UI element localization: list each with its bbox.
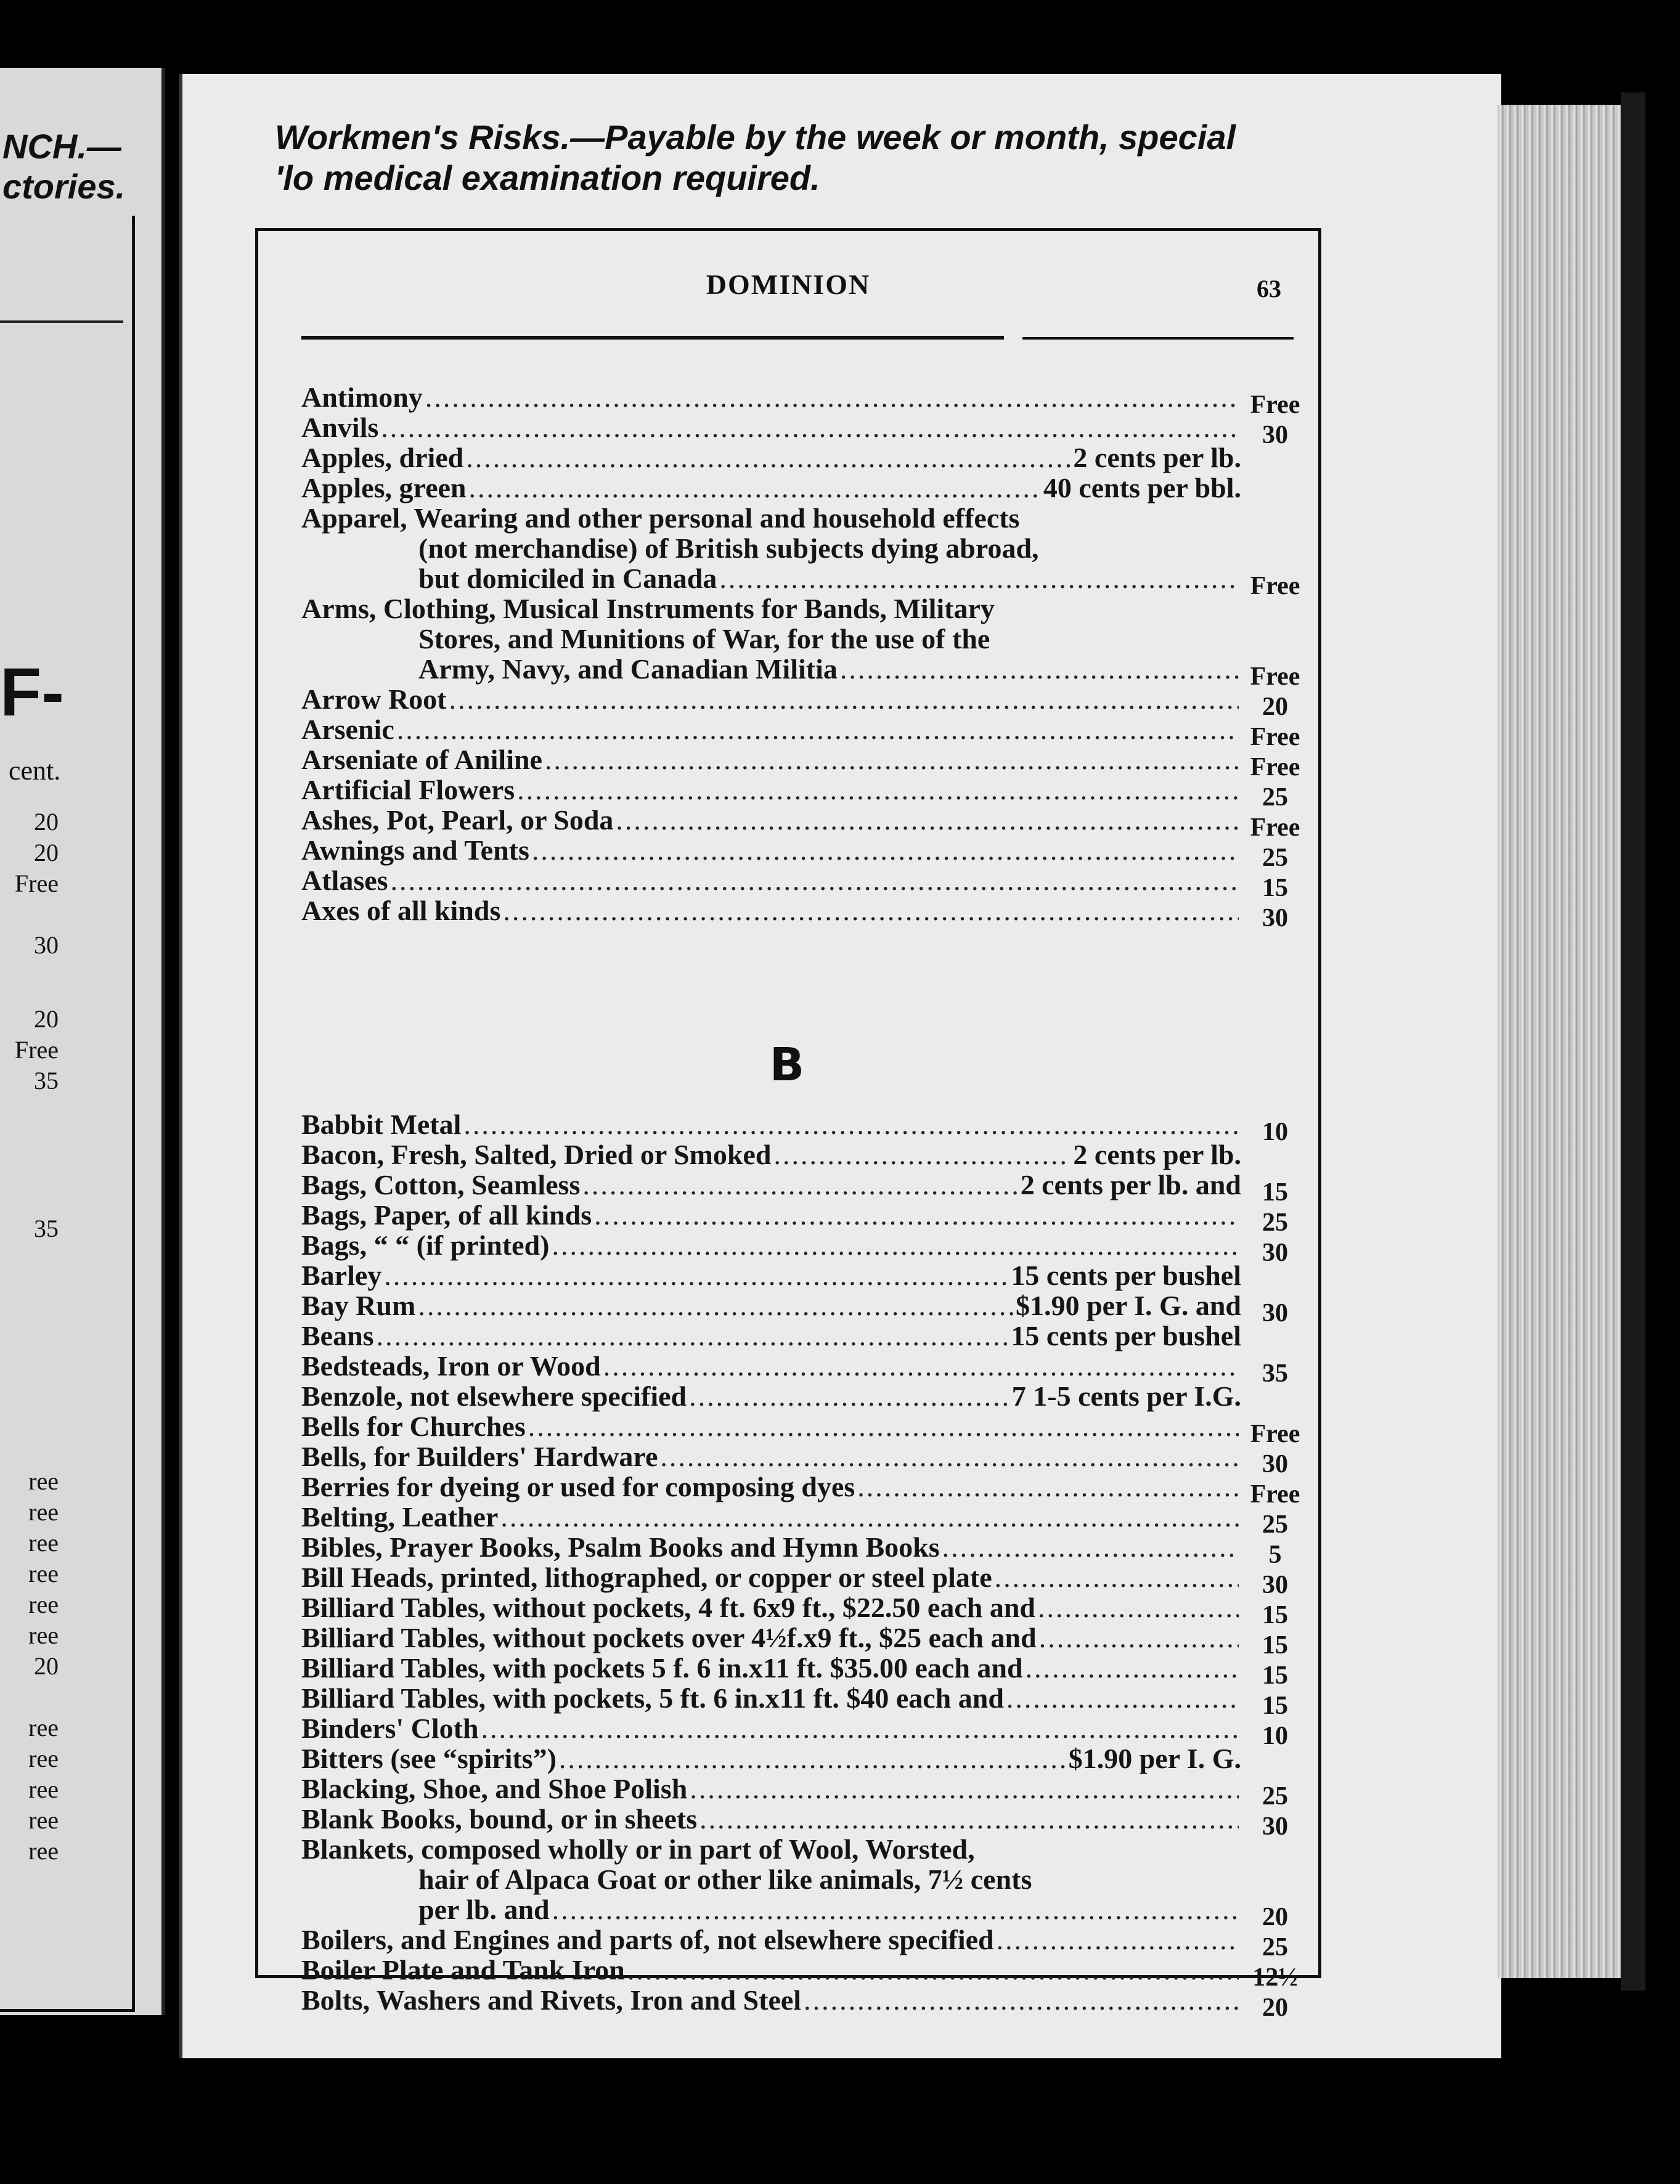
- specific-duty: 2 cents per lb.: [1073, 442, 1241, 473]
- ad-valorem-duty: 30: [1262, 1450, 1288, 1478]
- specific-duty: 2 cents per lb.: [1073, 1139, 1241, 1170]
- dot-leader: [552, 1894, 1239, 1925]
- tariff-row: [301, 1954, 1298, 1992]
- item-name: Boilers, and Engines and parts of, not elsewhere specified: [301, 1924, 994, 1955]
- item-name-continuation: hair of Alpaca Goat or other like animals, 7½ cents: [418, 1864, 1032, 1895]
- tariff-row-continuation: [418, 653, 1300, 691]
- ad-valorem-duty: 30: [1262, 1239, 1288, 1267]
- left-header-line-2: ctories.: [2, 167, 126, 206]
- left-value: ree: [28, 1837, 59, 1865]
- dot-leader: [719, 563, 1239, 594]
- left-value: ree: [28, 1498, 59, 1526]
- dot-leader: [466, 442, 1070, 473]
- specific-duty: 15 cents per bushel: [1011, 1320, 1241, 1351]
- tariff-row: [301, 1381, 1241, 1412]
- dot-leader: [1038, 1592, 1239, 1623]
- dot-leader: [500, 1502, 1239, 1533]
- left-value: ree: [28, 1560, 59, 1587]
- ad-valorem-duty: Free: [1250, 1420, 1300, 1448]
- dot-leader: [840, 654, 1239, 685]
- dot-leader: [559, 1743, 1066, 1774]
- ad-valorem-duty: 30: [1262, 421, 1288, 449]
- tariff-row: [301, 503, 1241, 534]
- dot-leader: [463, 1109, 1239, 1140]
- tariff-row: [301, 1531, 1282, 1569]
- banner-line-2: 'lo medical examination required.: [275, 158, 820, 197]
- specific-duty: 40 cents per bbl.: [1043, 472, 1241, 503]
- dot-leader: [603, 1351, 1239, 1382]
- tariff-row: [301, 1169, 1288, 1207]
- item-name-continuation: but domiciled in Canada: [418, 563, 717, 594]
- item-name: Blankets, composed wholly or in part of Wool, Worsted,: [301, 1833, 975, 1865]
- dot-leader: [857, 1472, 1239, 1502]
- advert-banner: [275, 117, 1483, 198]
- tariff-row: [301, 865, 1288, 902]
- dot-leader: [384, 1260, 1008, 1291]
- left-value: ree: [28, 1591, 59, 1618]
- ad-valorem-duty: 15: [1262, 1692, 1288, 1720]
- ad-valorem-duty: 25: [1262, 1208, 1288, 1237]
- item-name: Beans: [301, 1320, 374, 1351]
- tariff-row: [301, 1411, 1300, 1448]
- banner-line-1: Workmen's Risks.—Payable by the week or month, special: [275, 118, 1236, 157]
- dot-leader: [997, 1925, 1239, 1955]
- item-name: Bells for Churches: [301, 1411, 526, 1442]
- left-value: ree: [28, 1775, 59, 1803]
- item-name-continuation: (not merchandise) of British subjects dying abroad,: [418, 532, 1039, 564]
- tariff-row: [301, 1773, 1288, 1811]
- section-letter-b: B: [769, 1038, 807, 1091]
- tariff-row: [301, 1199, 1288, 1237]
- dot-leader: [391, 865, 1239, 896]
- left-value: 30: [34, 931, 59, 959]
- tariff-row: [301, 1713, 1288, 1750]
- left-value: 20: [34, 808, 59, 836]
- ad-valorem-duty: 15: [1262, 1661, 1288, 1690]
- dot-leader: [532, 835, 1239, 866]
- left-page-rule: [0, 320, 123, 323]
- dot-leader: [528, 1411, 1239, 1442]
- dot-leader: [449, 684, 1239, 715]
- item-name: Binders' Cloth: [301, 1713, 479, 1744]
- item-name: Awnings and Tents: [301, 834, 529, 866]
- dot-leader: [381, 412, 1239, 443]
- item-name: Billiard Tables, without pockets, 4 ft. 6x9 ft., $22.50 each and: [301, 1592, 1035, 1623]
- ad-valorem-duty: 25: [1262, 844, 1288, 872]
- dot-leader: [995, 1562, 1239, 1593]
- item-name: Billiard Tables, with pockets, 5 ft. 6 in.x11 ft. $40 each and: [301, 1682, 1004, 1714]
- book-page: [179, 74, 1501, 2058]
- previous-page-fragment: [0, 68, 165, 2015]
- tariff-row: [301, 744, 1300, 781]
- dot-leader: [377, 1321, 1009, 1351]
- tariff-row: [301, 1471, 1300, 1509]
- ad-valorem-duty: 30: [1262, 904, 1288, 932]
- item-name: Arms, Clothing, Musical Instruments for Bands, Military: [301, 593, 995, 624]
- tariff-entries: [258, 231, 1318, 2022]
- dot-leader: [481, 1713, 1239, 1744]
- dot-leader: [552, 1230, 1239, 1261]
- tariff-row: [301, 1229, 1288, 1267]
- dot-leader: [397, 714, 1239, 745]
- left-value: ree: [28, 1714, 59, 1742]
- left-page-frame: [0, 216, 135, 2012]
- ad-valorem-duty: 35: [1262, 1359, 1288, 1388]
- ad-valorem-duty: 25: [1262, 783, 1288, 812]
- dot-leader: [418, 1290, 1013, 1321]
- left-section-letter: F-: [0, 654, 64, 730]
- specific-duty: 15 cents per bushel: [1011, 1260, 1241, 1291]
- left-value: Free: [14, 870, 59, 897]
- page-edges: [1498, 105, 1621, 1978]
- page-number: 63: [1257, 275, 1281, 303]
- tariff-row-continuation: [418, 1864, 1241, 1895]
- item-name: Babbit Metal: [301, 1109, 462, 1140]
- item-name: Benzole, not elsewhere specified: [301, 1380, 687, 1412]
- specific-duty: 2 cents per lb. and: [1020, 1169, 1241, 1200]
- specific-duty: 7 1-5 cents per I.G.: [1011, 1380, 1241, 1412]
- tariff-row: [301, 1743, 1241, 1774]
- left-value: ree: [28, 1467, 59, 1495]
- tariff-row: [301, 412, 1288, 449]
- ad-valorem-duty: Free: [1250, 813, 1300, 842]
- tariff-row: [301, 442, 1241, 473]
- left-value: 35: [34, 1067, 59, 1094]
- tariff-row: [301, 1652, 1288, 1690]
- left-value: ree: [28, 1806, 59, 1834]
- tariff-row: [301, 473, 1241, 503]
- ad-valorem-duty: 12½: [1252, 1963, 1298, 1992]
- page-title: DOMINION: [706, 269, 871, 300]
- dot-leader: [804, 1985, 1239, 2016]
- ad-valorem-duty: 15: [1262, 1631, 1288, 1660]
- item-name: Bay Rum: [301, 1290, 416, 1321]
- item-name-continuation: Stores, and Munitions of War, for the use of the: [418, 623, 990, 654]
- item-name: Bags, Cotton, Seamless: [301, 1169, 581, 1200]
- ad-valorem-duty: 25: [1262, 1782, 1288, 1811]
- item-name: Bitters (see “spirits”): [301, 1743, 557, 1774]
- dot-leader: [773, 1139, 1070, 1170]
- tariff-row: [301, 1562, 1288, 1599]
- item-name: Belting, Leather: [301, 1501, 499, 1533]
- dot-leader: [689, 1381, 1009, 1412]
- tariff-row: [301, 774, 1288, 812]
- dot-leader: [594, 1200, 1239, 1231]
- ad-valorem-duty: Free: [1250, 723, 1300, 751]
- dot-leader: [660, 1441, 1239, 1472]
- left-value: Free: [14, 1036, 59, 1064]
- dot-leader: [545, 744, 1239, 775]
- tariff-row: [301, 1622, 1288, 1660]
- ad-valorem-duty: 5: [1268, 1541, 1282, 1569]
- tariff-row-continuation: [418, 563, 1300, 600]
- ad-valorem-duty: 10: [1262, 1118, 1288, 1146]
- tariff-row: [301, 834, 1288, 872]
- tariff-row: [301, 1350, 1288, 1388]
- ad-valorem-duty: 10: [1262, 1722, 1288, 1750]
- tariff-row: [301, 1924, 1288, 1962]
- left-value: 20: [34, 839, 59, 866]
- ad-valorem-duty: 30: [1262, 1812, 1288, 1841]
- item-name: Boiler Plate and Tank Iron: [301, 1954, 625, 1986]
- item-name: Billiard Tables, with pockets 5 f. 6 in.x11 ft. $35.00 each and: [301, 1652, 1023, 1684]
- tariff-row-continuation: [418, 1894, 1288, 1931]
- item-name: Apples, green: [301, 472, 467, 503]
- item-name-continuation: Army, Navy, and Canadian Militia: [418, 653, 838, 685]
- item-name: Blank Books, bound, or in sheets: [301, 1803, 698, 1835]
- ad-valorem-duty: 20: [1262, 693, 1288, 721]
- ad-valorem-duty: 15: [1262, 1178, 1288, 1207]
- ad-valorem-duty: 25: [1262, 1510, 1288, 1539]
- dot-leader: [627, 1955, 1239, 1986]
- dot-leader: [1039, 1623, 1239, 1653]
- tariff-row: [301, 1139, 1241, 1170]
- dot-leader: [616, 805, 1239, 836]
- specific-duty: $1.90 per I. G.: [1068, 1743, 1241, 1774]
- item-name: Berries for dyeing or used for composing dyes: [301, 1471, 855, 1502]
- dot-leader: [1026, 1653, 1239, 1684]
- left-header-line-1: NCH.—: [2, 127, 121, 166]
- dot-leader: [425, 382, 1239, 413]
- tariff-row: [301, 895, 1288, 932]
- left-value: ree: [28, 1621, 59, 1649]
- item-name: Arsenic: [301, 714, 394, 745]
- tariff-row: [301, 1321, 1241, 1351]
- tariff-row: [301, 1834, 1241, 1865]
- dot-leader: [503, 895, 1239, 926]
- ad-valorem-duty: Free: [1250, 391, 1300, 419]
- ad-valorem-duty: 15: [1262, 1601, 1288, 1629]
- item-name: Antimony: [301, 381, 423, 413]
- ad-valorem-duty: Free: [1250, 1480, 1300, 1509]
- item-name: Apparel, Wearing and other personal and household effects: [301, 502, 1020, 534]
- item-name: Atlases: [301, 865, 388, 896]
- item-name: Blacking, Shoe, and Shoe Polish: [301, 1773, 688, 1804]
- left-value: ree: [28, 1529, 59, 1557]
- tariff-row: [301, 1290, 1288, 1327]
- item-name: Bedsteads, Iron or Wood: [301, 1350, 601, 1382]
- item-name: Artificial Flowers: [301, 774, 515, 805]
- ad-valorem-duty: 15: [1262, 874, 1288, 902]
- dot-leader: [690, 1774, 1239, 1804]
- tariff-row: [301, 1592, 1288, 1629]
- ad-valorem-duty: 30: [1262, 1299, 1288, 1327]
- tariff-row: [301, 593, 1241, 624]
- dot-leader: [699, 1804, 1239, 1835]
- tariff-table-frame: [255, 228, 1321, 2022]
- item-name: Arrow Root: [301, 683, 447, 715]
- tariff-row-continuation: [418, 624, 1241, 654]
- dot-leader: [942, 1532, 1239, 1563]
- ad-valorem-duty: 20: [1262, 1903, 1288, 1931]
- ad-valorem-duty: Free: [1250, 753, 1300, 781]
- tariff-row: [301, 683, 1288, 721]
- tariff-row: [301, 1441, 1288, 1478]
- tariff-row: [301, 381, 1300, 419]
- tariff-row: [301, 1260, 1241, 1291]
- item-name: Anvils: [301, 412, 379, 443]
- tariff-row: [301, 1803, 1288, 1841]
- tariff-row: [301, 1501, 1288, 1539]
- item-name-continuation: per lb. and: [418, 1894, 550, 1925]
- item-name: Barley: [301, 1260, 382, 1291]
- left-value: 20: [34, 1005, 59, 1033]
- ad-valorem-duty: Free: [1250, 572, 1300, 600]
- tariff-row: [301, 804, 1300, 842]
- item-name: Bibles, Prayer Books, Psalm Books and Hymn Books: [301, 1531, 940, 1563]
- item-name: Bells, for Builders' Hardware: [301, 1441, 658, 1472]
- left-value: ree: [28, 1745, 59, 1772]
- tariff-row: [301, 714, 1300, 751]
- left-value: 20: [34, 1652, 59, 1680]
- ad-valorem-duty: Free: [1250, 662, 1300, 691]
- ad-valorem-duty: 30: [1262, 1571, 1288, 1599]
- tariff-row: [301, 1984, 1288, 2022]
- ad-valorem-duty: 25: [1262, 1933, 1288, 1962]
- left-value: 35: [34, 1215, 59, 1242]
- item-name: Axes of all kinds: [301, 895, 501, 926]
- ad-valorem-duty: 20: [1262, 1994, 1288, 2022]
- item-name: Billiard Tables, without pockets over 4½f.x9 ft., $25 each and: [301, 1622, 1037, 1653]
- item-name: Arseniate of Aniline: [301, 744, 542, 775]
- item-name: Bill Heads, printed, lithographed, or copper or steel plate: [301, 1562, 992, 1593]
- tariff-row-continuation: [418, 533, 1241, 564]
- item-name: Bacon, Fresh, Salted, Dried or Smoked: [301, 1139, 772, 1170]
- tariff-row: [301, 1682, 1288, 1720]
- item-name: Bags, “ “ (if printed): [301, 1229, 550, 1261]
- dot-leader: [469, 473, 1041, 503]
- specific-duty: $1.90 per I. G. and: [1016, 1290, 1241, 1321]
- dot-leader: [517, 775, 1239, 805]
- item-name: Apples, dried: [301, 442, 464, 473]
- item-name: Bags, Paper, of all kinds: [301, 1199, 592, 1231]
- item-name: Ashes, Pot, Pearl, or Soda: [301, 804, 614, 836]
- dot-leader: [1006, 1683, 1239, 1714]
- tariff-row: [301, 1109, 1288, 1146]
- left-column-header: cent.: [9, 756, 61, 786]
- cover-edge: [1621, 92, 1645, 1990]
- item-name: Bolts, Washers and Rivets, Iron and Steel: [301, 1984, 802, 2016]
- dot-leader: [582, 1170, 1017, 1200]
